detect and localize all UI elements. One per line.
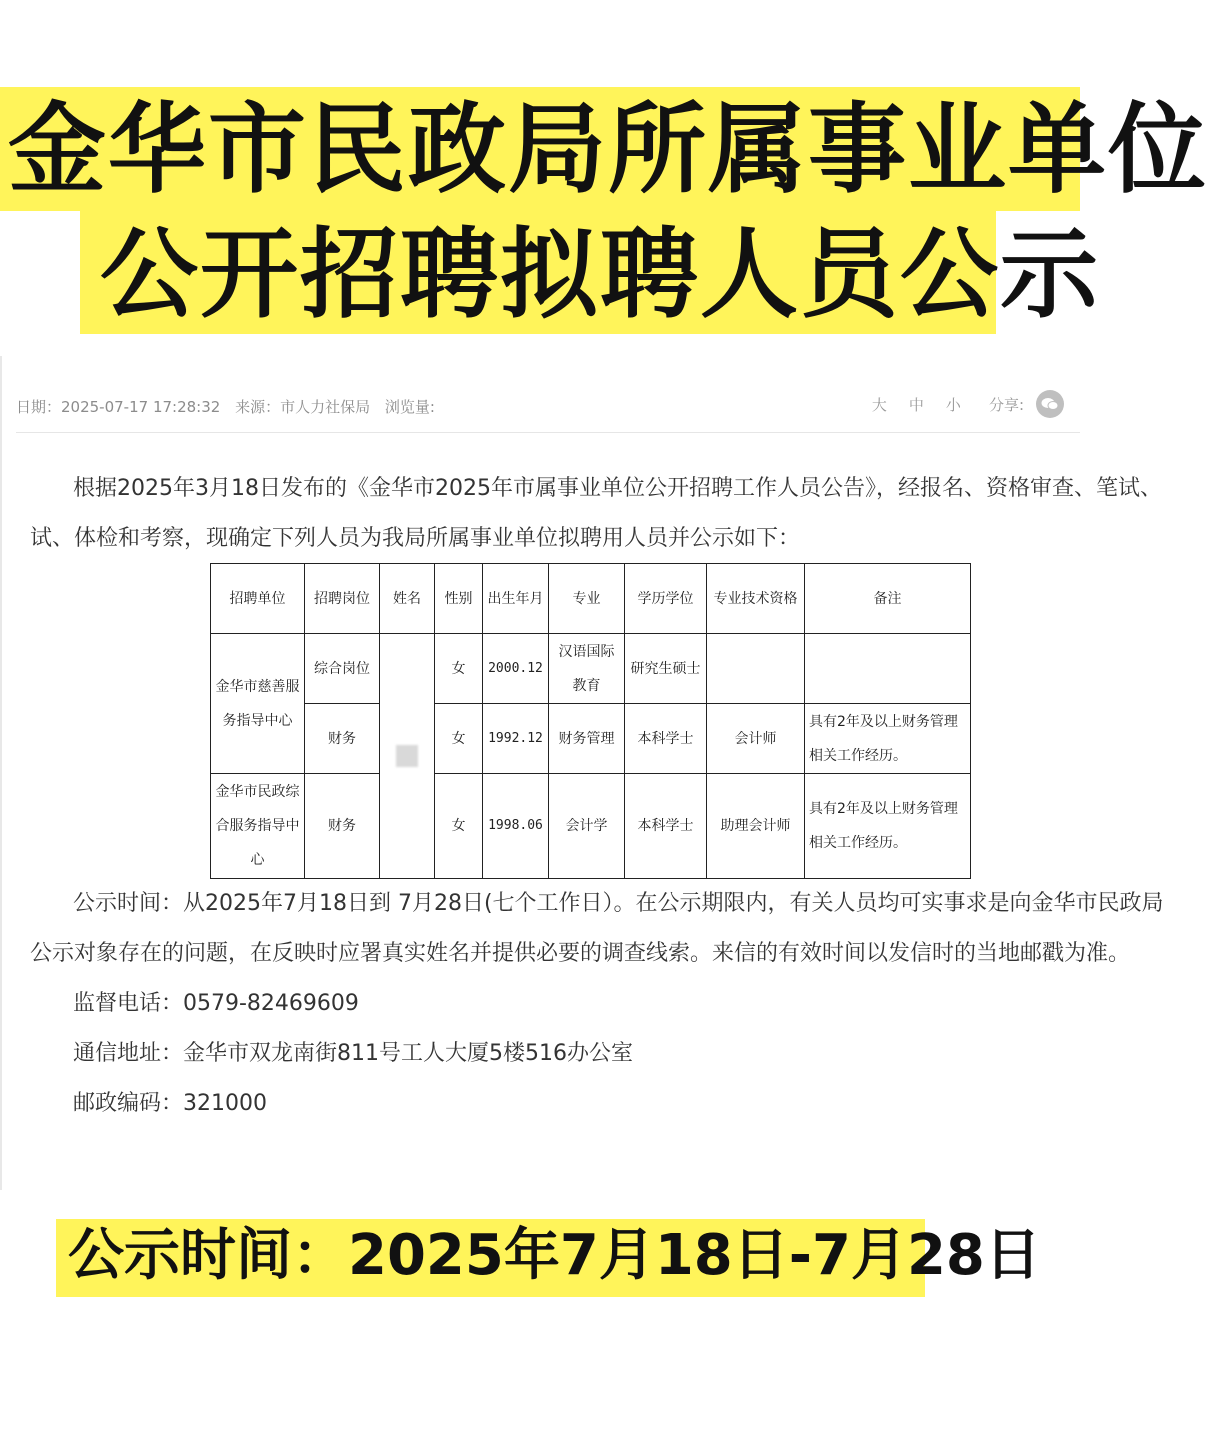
supervision-phone: 监督电话：0579-82469609	[73, 991, 359, 1016]
footer-period: 公示时间：2025年7月18日-7月28日	[68, 1223, 1041, 1288]
major-cell: 财务管理	[549, 704, 625, 774]
header-cell: 姓名	[380, 564, 435, 634]
font-size-medium-button[interactable]: 中	[908, 395, 924, 414]
header-cell: 备注	[805, 564, 971, 634]
postal-code: 邮政编码：321000	[73, 1091, 267, 1116]
edu-cell: 本科学士	[625, 704, 707, 774]
redaction-block	[396, 745, 418, 767]
gender-cell: 女	[435, 774, 483, 879]
birth-cell: 2000.12	[483, 634, 549, 704]
major-cell: 汉语国际教育	[549, 634, 625, 704]
recruit-table	[210, 563, 971, 879]
name-cell-redacted	[380, 634, 435, 879]
edu-cell: 本科学士	[625, 774, 707, 879]
table-row	[211, 704, 971, 774]
mailing-address: 通信地址：金华市双龙南街811号工人大厦5楼516办公室	[73, 1041, 633, 1066]
header-cell: 专业技术资格	[707, 564, 805, 634]
page-title-line1: 金华市民政局所属事业单位	[8, 93, 1208, 207]
post-cell: 综合岗位	[305, 634, 380, 704]
article-source: 来源：市人力社保局	[235, 398, 371, 416]
table-row	[211, 774, 971, 879]
cert-cell: 助理会计师	[707, 774, 805, 879]
font-size-large-button[interactable]: 大	[871, 395, 887, 414]
post-cell: 财务	[305, 774, 380, 879]
share-label: 分享:	[988, 395, 1024, 414]
header-cell: 招聘单位	[211, 564, 305, 634]
intro-paragraph-line2: 试、体检和考察，现确定下列人员为我局所属事业单位拟聘用人员并公示如下：	[30, 526, 801, 551]
meta-divider	[16, 432, 1080, 433]
major-cell: 会计学	[549, 774, 625, 879]
view-count: 浏览量:	[384, 398, 435, 416]
gender-cell: 女	[435, 634, 483, 704]
edu-cell: 研究生硕士	[625, 634, 707, 704]
unit-cell: 金华市慈善服务指导中心	[211, 634, 305, 774]
header-cell: 性别	[435, 564, 483, 634]
unit-cell: 金华市民政综合服务指导中心	[211, 774, 305, 879]
gender-cell: 女	[435, 704, 483, 774]
post-cell: 财务	[305, 704, 380, 774]
birth-cell: 1992.12	[483, 704, 549, 774]
note-cell: 具有2年及以上财务管理相关工作经历。	[805, 774, 971, 879]
cert-cell: 会计师	[707, 704, 805, 774]
table-header-row	[211, 564, 971, 634]
cert-cell	[707, 634, 805, 704]
font-size-small-button[interactable]: 小	[945, 395, 961, 414]
wechat-icon-glyph	[1041, 397, 1059, 411]
notice-line1: 公示时间：从2025年7月18日到 7月28日(七个工作日）。在公示期限内，有关人员均可实事求是向金华市民政局	[73, 891, 1164, 916]
page-title-line2: 公开招聘拟聘人员公示	[100, 218, 1101, 332]
header-cell: 学历学位	[625, 564, 707, 634]
header-cell: 专业	[549, 564, 625, 634]
birth-cell: 1998.06	[483, 774, 549, 879]
header-cell: 招聘岗位	[305, 564, 380, 634]
note-cell: 具有2年及以上财务管理相关工作经历。	[805, 704, 971, 774]
wechat-share-icon[interactable]	[1036, 390, 1064, 418]
notice-line2: 公示对象存在的问题，在反映时应署真实姓名并提供必要的调查线索。来信的有效时间以发信时的当地邮戳为准。	[30, 941, 1131, 966]
publish-date: 日期：2025-07-17 17:28:32	[16, 398, 221, 416]
header-cell: 出生年月	[483, 564, 549, 634]
note-cell	[805, 634, 971, 704]
intro-paragraph-line1: 根据2025年3月18日发布的《金华市2025年市属事业单位公开招聘工作人员公告》，经报名、资格审查、笔试、	[73, 476, 1162, 501]
table-row	[211, 634, 971, 704]
article-meta	[16, 396, 1076, 418]
